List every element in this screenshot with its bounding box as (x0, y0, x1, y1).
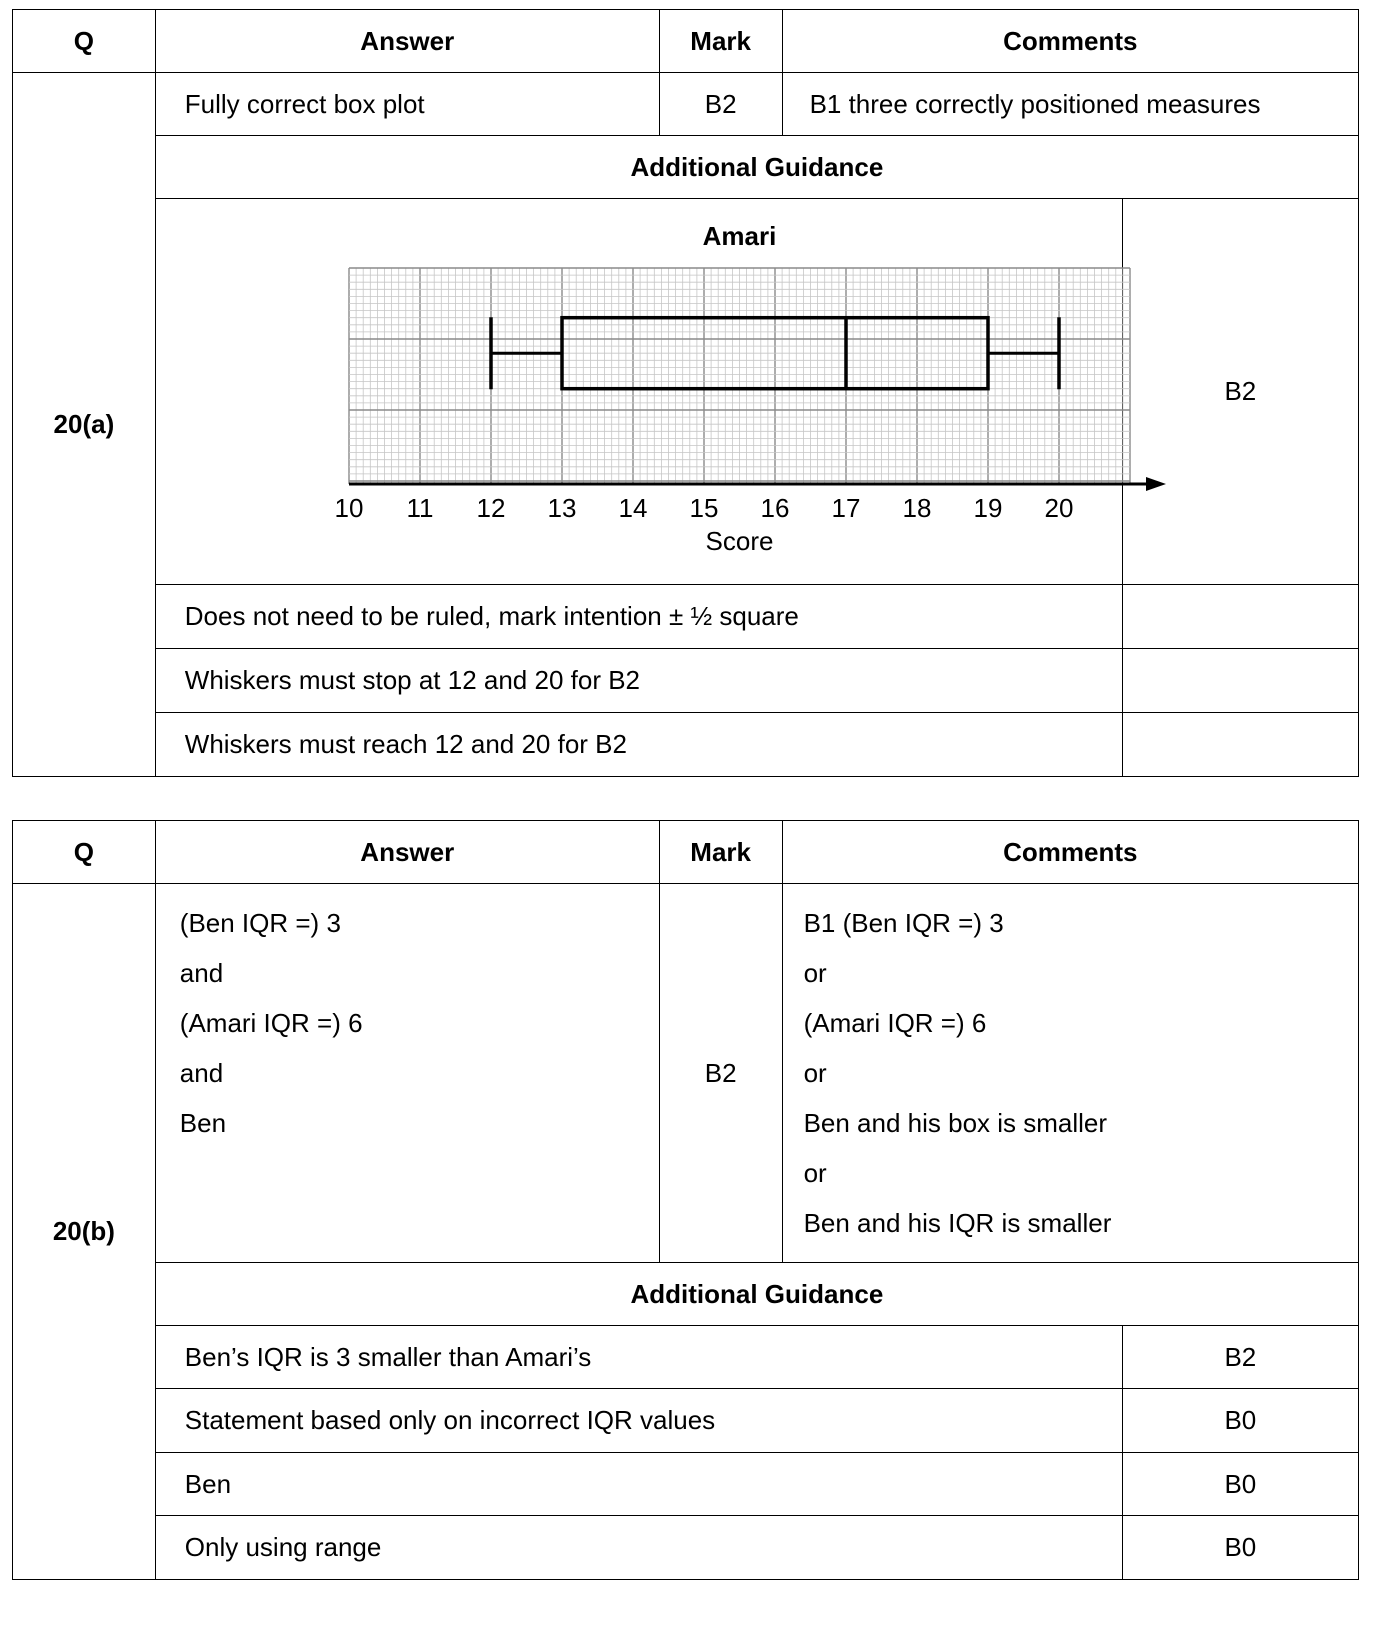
header-q: Q (13, 821, 156, 884)
mark-scheme-table-20b (12, 820, 1359, 1580)
guidance-text: Only using range (155, 1516, 1122, 1580)
comment-line: Ben and his box is smaller (803, 1108, 1108, 1138)
guidance-mark: B0 (1122, 1516, 1358, 1580)
x-tick-label: 11 (406, 492, 434, 523)
mark-cell: B2 (659, 884, 782, 1263)
guidance-title: Additional Guidance (155, 136, 1358, 199)
box-plot-chart (194, 207, 1074, 577)
guidance-mark: B0 (1122, 1389, 1358, 1453)
x-tick-label: 17 (831, 492, 861, 523)
x-tick-label: 20 (1044, 492, 1074, 523)
guidance-text: Ben (155, 1453, 1122, 1516)
x-tick-label: 18 (902, 492, 932, 523)
x-tick-label: 15 (689, 492, 719, 523)
x-tick-label: 13 (547, 492, 577, 523)
comment-line: or (803, 1058, 827, 1088)
answer-line: (Amari IQR =) 6 (179, 1008, 363, 1038)
answer-line: (Ben IQR =) 3 (179, 908, 341, 938)
header-comments: Comments (782, 821, 1358, 884)
comment-line: Ben and his IQR is smaller (803, 1208, 1112, 1238)
guidance-text: Ben’s IQR is 3 smaller than Amari’s (155, 1326, 1122, 1389)
question-number: 20(b) (13, 884, 156, 1580)
comment-cell: B1 three correctly positioned measures (782, 73, 1358, 136)
header-comments: Comments (782, 10, 1358, 73)
question-number: 20(a) (13, 73, 156, 777)
guidance-mark: B2 (1122, 1326, 1358, 1389)
guidance-mark (1122, 649, 1358, 713)
mark-cell: B2 (659, 73, 782, 136)
comment-line: or (803, 1158, 827, 1188)
box-plot-cell (155, 199, 1122, 585)
guidance-mark: B0 (1122, 1453, 1358, 1516)
header-answer: Answer (155, 10, 659, 73)
guidance-mark (1122, 585, 1358, 649)
answer-line: and (179, 1058, 224, 1088)
answer-line: Ben (179, 1108, 227, 1138)
header-mark: Mark (659, 821, 782, 884)
comment-line: or (803, 958, 827, 988)
header-q: Q (13, 10, 156, 73)
comment-cell (782, 884, 1358, 1263)
plot-mark-cell: B2 (1122, 199, 1358, 585)
guidance-mark (1122, 713, 1358, 777)
x-tick-label: 12 (476, 492, 506, 523)
header-answer: Answer (155, 821, 659, 884)
x-tick-label: 19 (973, 492, 1003, 523)
x-axis-label: Score (705, 525, 774, 556)
x-tick-label: 14 (618, 492, 648, 523)
guidance-title: Additional Guidance (155, 1263, 1358, 1326)
x-tick-label: 16 (760, 492, 790, 523)
header-mark: Mark (659, 10, 782, 73)
guidance-text: Whiskers must reach 12 and 20 for B2 (155, 713, 1122, 777)
answer-cell: Fully correct box plot (155, 73, 659, 136)
x-tick-label: 10 (334, 492, 364, 523)
guidance-text: Whiskers must stop at 12 and 20 for B2 (155, 649, 1122, 713)
chart-title: Amari (702, 220, 777, 251)
mark-scheme-table-20a (12, 9, 1359, 777)
guidance-text: Statement based only on incorrect IQR values (155, 1389, 1122, 1453)
guidance-text: Does not need to be ruled, mark intention ± ½ square (155, 585, 1122, 649)
comment-line: (Amari IQR =) 6 (803, 1008, 987, 1038)
answer-line: and (179, 958, 224, 988)
comment-line: B1 (Ben IQR =) 3 (803, 908, 1004, 938)
answer-cell (155, 884, 659, 1263)
